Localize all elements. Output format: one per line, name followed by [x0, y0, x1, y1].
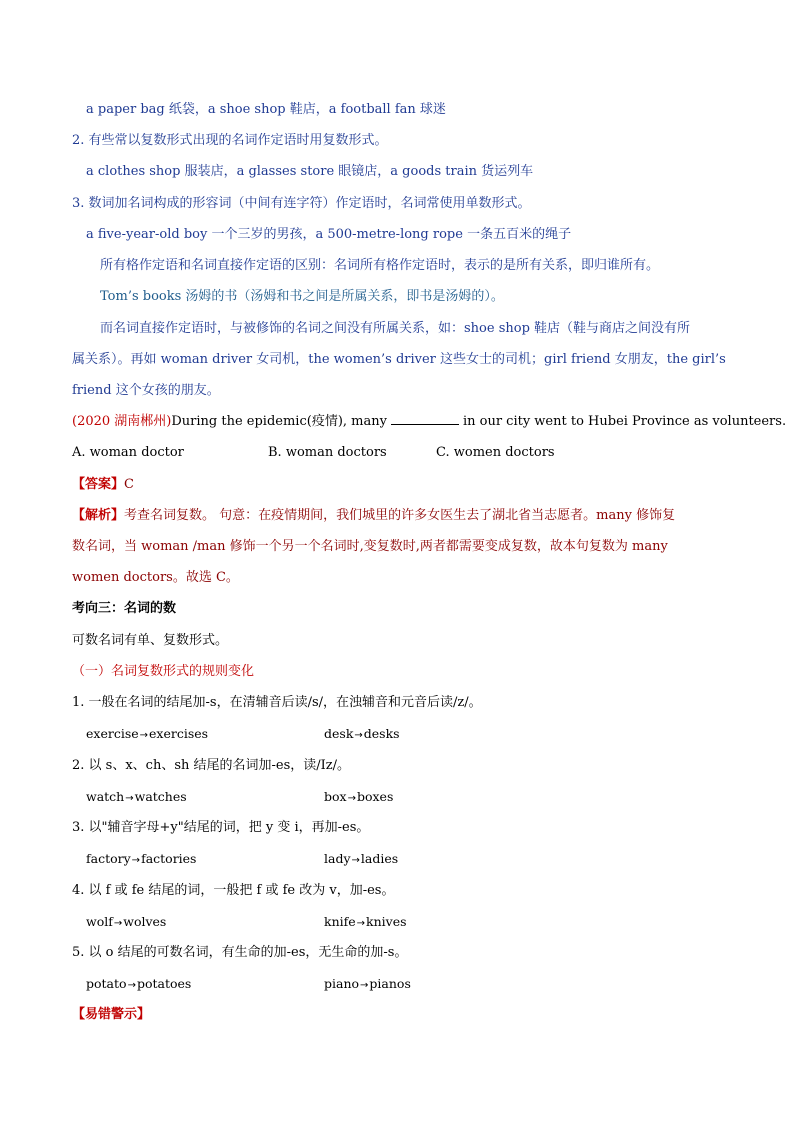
question-text-after: in our city went to Hubei Province as volunteers.	[462, 414, 787, 429]
singular-form: knife	[324, 913, 356, 929]
rule-3: 3. 数词加名词构成的形容词（中间有连字符）作定语时，名词常使用单数形式。	[72, 196, 531, 211]
option-c: C. women doctors	[436, 445, 555, 460]
arrow-icon: →	[113, 917, 123, 929]
plural-form: knives	[366, 913, 407, 929]
arrow-icon: →	[356, 917, 366, 929]
analysis-line-3: women doctors。故选 C。	[72, 570, 239, 585]
example-pair	[86, 724, 208, 746]
plural-form: factories	[141, 851, 197, 866]
possessive-note: 所有格作定语和名词直接作定语的区别：名词所有格作定语时，表示的是所有关系，即归谁所有。	[100, 258, 660, 273]
question-source: (2020 湖南郴州)	[72, 414, 172, 429]
rule-1-text: 1. 一般在名词的结尾加-s，在清辅音后读/s/，在浊辅音和元音后读/z/。	[72, 695, 482, 710]
analysis-label: 【解析】	[72, 508, 125, 523]
example-line-1: a paper bag 纸袋，a shoe shop 鞋店，a football fan 球迷	[86, 102, 446, 117]
example-pair	[86, 912, 166, 934]
answer-line	[72, 475, 134, 495]
example-pair	[324, 787, 393, 809]
plural-form: watches	[134, 788, 187, 804]
singular-form: potato	[86, 976, 127, 991]
singular-form: watch	[86, 788, 125, 804]
analysis-line-1	[72, 506, 675, 526]
example-pair	[324, 724, 400, 746]
arrow-icon: →	[125, 792, 134, 804]
noun-modifier-note: 而名词直接作定语时，与被修饰的名词之间没有所属关系，如：shoe shop 鞋店（鞋与商店之间没有所	[100, 321, 691, 336]
question-text-before: During the epidemic(疫情), many	[171, 414, 387, 429]
analysis-text-1: 考查名词复数。 句意：在疫情期间，我们城里的许多女医生去了湖北省当志愿者。many 修饰复	[124, 508, 676, 523]
singular-form: desk	[324, 726, 354, 741]
question-stem	[72, 412, 786, 432]
rule-4-text: 4. 以 f 或 fe 结尾的词，一般把 f 或 fe 改为 v，加-es。	[72, 882, 395, 898]
arrow-icon: →	[351, 855, 360, 866]
example-pair	[324, 912, 407, 934]
section-intro: 可数名词有单、复数形式。	[72, 633, 229, 648]
plural-form: potatoes	[136, 976, 192, 991]
arrow-icon: →	[347, 792, 356, 804]
section-subheading: （一）名词复数形式的规则变化	[72, 664, 255, 679]
answer-label: 【答案】	[72, 477, 125, 492]
singular-form: lady	[324, 851, 351, 866]
arrow-icon: →	[139, 730, 149, 741]
answer-value: C	[124, 477, 134, 492]
singular-form: wolf	[86, 913, 113, 929]
singular-form: exercise	[86, 726, 139, 741]
plural-form: pianos	[369, 976, 411, 991]
rule-2-text: 2. 以 s、x、ch、sh 结尾的名词加-es，读/Iz/。	[72, 757, 351, 773]
warning-heading: 【易错警示】	[72, 1007, 151, 1022]
example-pair	[324, 849, 398, 871]
singular-form: factory	[86, 851, 131, 866]
plural-form: wolves	[123, 913, 167, 929]
option-b: B. woman doctors	[268, 445, 387, 460]
plural-form: exercises	[149, 726, 209, 741]
plural-form: desks	[363, 726, 400, 741]
possessive-example: Tom’s books 汤姆的书（汤姆和书之间是所属关系，即书是汤姆的）。	[100, 289, 504, 304]
answer-blank	[391, 412, 459, 425]
arrow-icon: →	[354, 730, 363, 741]
example-pair	[324, 974, 411, 996]
arrow-icon: →	[127, 980, 136, 991]
plural-form: boxes	[356, 788, 394, 804]
section-heading: 考向三：名词的数	[72, 601, 177, 616]
example-pair	[86, 787, 187, 809]
plural-form: ladies	[360, 851, 399, 866]
noun-modifier-note-3: friend 这个女孩的朋友。	[72, 383, 220, 398]
rule-5-text: 5. 以 o 结尾的可数名词，有生命的加-es，无生命的加-s。	[72, 945, 408, 960]
analysis-line-2: 数名词，当 woman /man 修饰一个另一个名词时,变复数时,两者都需要变成复数，故本句复数为 many	[72, 539, 668, 554]
rule-2: 2. 有些常以复数形式出现的名词作定语时用复数形式。	[72, 133, 388, 148]
arrow-icon: →	[360, 980, 369, 991]
example-line-2: a clothes shop 服装店，a glasses store 眼镜店，a goods train 货运列车	[86, 164, 534, 179]
singular-form: piano	[324, 976, 360, 991]
option-a: A. woman doctor	[72, 445, 184, 460]
arrow-icon: →	[131, 855, 141, 866]
rule-3-text: 3. 以"辅音字母+y"结尾的词，把 y 变 i，再加-es。	[72, 820, 370, 835]
example-line-3: a five-year-old boy 一个三岁的男孩，a 500-metre-long rope 一条五百米的绳子	[86, 227, 572, 242]
singular-form: box	[324, 788, 347, 804]
example-pair	[86, 974, 191, 996]
example-pair	[86, 849, 196, 871]
noun-modifier-note-2: 属关系）。再如 woman driver 女司机，the women’s driver 这些女士的司机；girl friend 女朋友，the girl’s	[72, 352, 726, 367]
